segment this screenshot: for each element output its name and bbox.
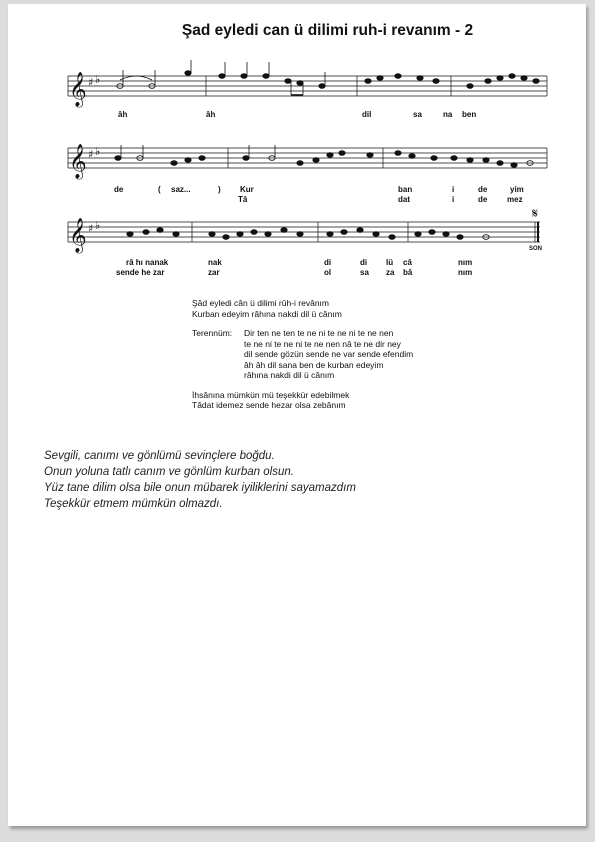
verse-line: İhsânına mümkün mü teşekkür edebilmek (192, 389, 350, 400)
terennum-line: râhına nakdi dil ü cânım (244, 370, 335, 380)
lyric-syllable: Tâ (238, 195, 248, 204)
lyric-syllable: ol (324, 268, 332, 277)
lyric-syllable: sa (360, 268, 369, 277)
verse-line: Şâd eyledi cân ü dilimi rûh-i revânım (192, 298, 330, 308)
lyric-syllable: Kur (240, 185, 254, 194)
lyric-syllable: ben (462, 110, 477, 119)
lyric-syllable: sa (413, 110, 422, 119)
lyric-syllable: mez (507, 195, 523, 204)
page-title: Şad eyledi can ü dilimi ruh-i revanım - 2 (181, 22, 474, 39)
flat-icon: ♭ (95, 219, 101, 232)
lyric-syllable: de (478, 195, 488, 204)
notes-staff-3 (127, 228, 489, 240)
lyric-syllable: râ hı nanak (126, 258, 169, 267)
lyric-syllable: ( (158, 185, 161, 194)
lyric-syllable: nım (458, 268, 473, 277)
terennum-line: âh âh dil sana ben de kurban edeyim (244, 359, 384, 370)
terennum-line: te ne ni te ne ni te ne nen nâ te ne dir ney (244, 338, 401, 349)
treble-clef-icon: 𝄞 (69, 144, 87, 179)
lyric-syllable: di (360, 258, 368, 267)
translation-block (44, 448, 544, 512)
terennum-line: Terennüm: Dir ten ne ten te ne ni te ne ni te ne nen (192, 328, 394, 338)
lyric-syllable: sende he zar (116, 268, 165, 277)
segno-icon: 𝄋 (532, 206, 539, 222)
staff-1 (68, 76, 547, 96)
flat-icon: ♭ (95, 145, 101, 158)
lyric-syllable: ) (218, 185, 221, 194)
notes-staff-1 (117, 60, 539, 95)
lyric-syllable: yim (510, 185, 524, 194)
terennum-label: Terennüm: (192, 328, 233, 338)
lyric-syllable: nım (458, 258, 473, 267)
staff-2 (68, 148, 547, 168)
lyric-syllable: dil (362, 110, 372, 119)
treble-clef-icon: 𝄞 (69, 72, 87, 107)
lyric-syllable: âh (118, 110, 128, 119)
lyric-syllable: za (386, 268, 395, 277)
lyric-syllable: de (114, 185, 124, 194)
terennum-line: dil sende gözün sende ne var sende efendim (244, 349, 414, 359)
translation-line: Teşekkür etmem mümkün olmazdı. (44, 498, 223, 510)
lyric-syllable: lü (386, 258, 394, 267)
lyric-syllable: ban (398, 185, 413, 194)
flat-icon: ♭ (95, 73, 101, 86)
lyric-syllable: nak (208, 258, 222, 267)
sharp-icon: ♯ (88, 222, 94, 235)
music-score (0, 0, 595, 300)
lyric-syllable: bâ (403, 268, 413, 277)
lyrics-block (192, 298, 492, 411)
sharp-icon: ♯ (88, 76, 94, 89)
end-mark: SON (529, 246, 543, 252)
lyric-syllable: âh (206, 110, 216, 119)
sharp-icon: ♯ (88, 148, 94, 161)
verse-line: Tâdat idemez sende hezar olsa zebânım (192, 400, 346, 410)
verse-line: Kurban edeyim râhına nakdi dil ü cânım (192, 308, 342, 319)
lyric-syllable: zar (208, 268, 220, 277)
lyric-syllable: de (478, 185, 488, 194)
lyric-syllable: dat (398, 195, 410, 204)
lyric-syllable: i (452, 185, 455, 194)
lyric-syllable: saz... (171, 185, 191, 194)
translation-line: Sevgili, canımı ve gönlümü sevinçlere boğdu. (44, 450, 275, 462)
lyric-syllable: câ (403, 258, 412, 267)
lyric-syllable: na (443, 110, 453, 119)
translation-line: Yüz tane dilim olsa bile onun mübarek iyiliklerini sayamazdım (44, 482, 356, 494)
treble-clef-icon: 𝄞 (69, 218, 87, 253)
lyric-syllable: di (324, 258, 332, 267)
staff-3 (68, 222, 540, 242)
translation-line: Onun yoluna tatlı canım ve gönlüm kurban olsun. (44, 466, 294, 478)
lyric-syllable: i (452, 195, 455, 204)
